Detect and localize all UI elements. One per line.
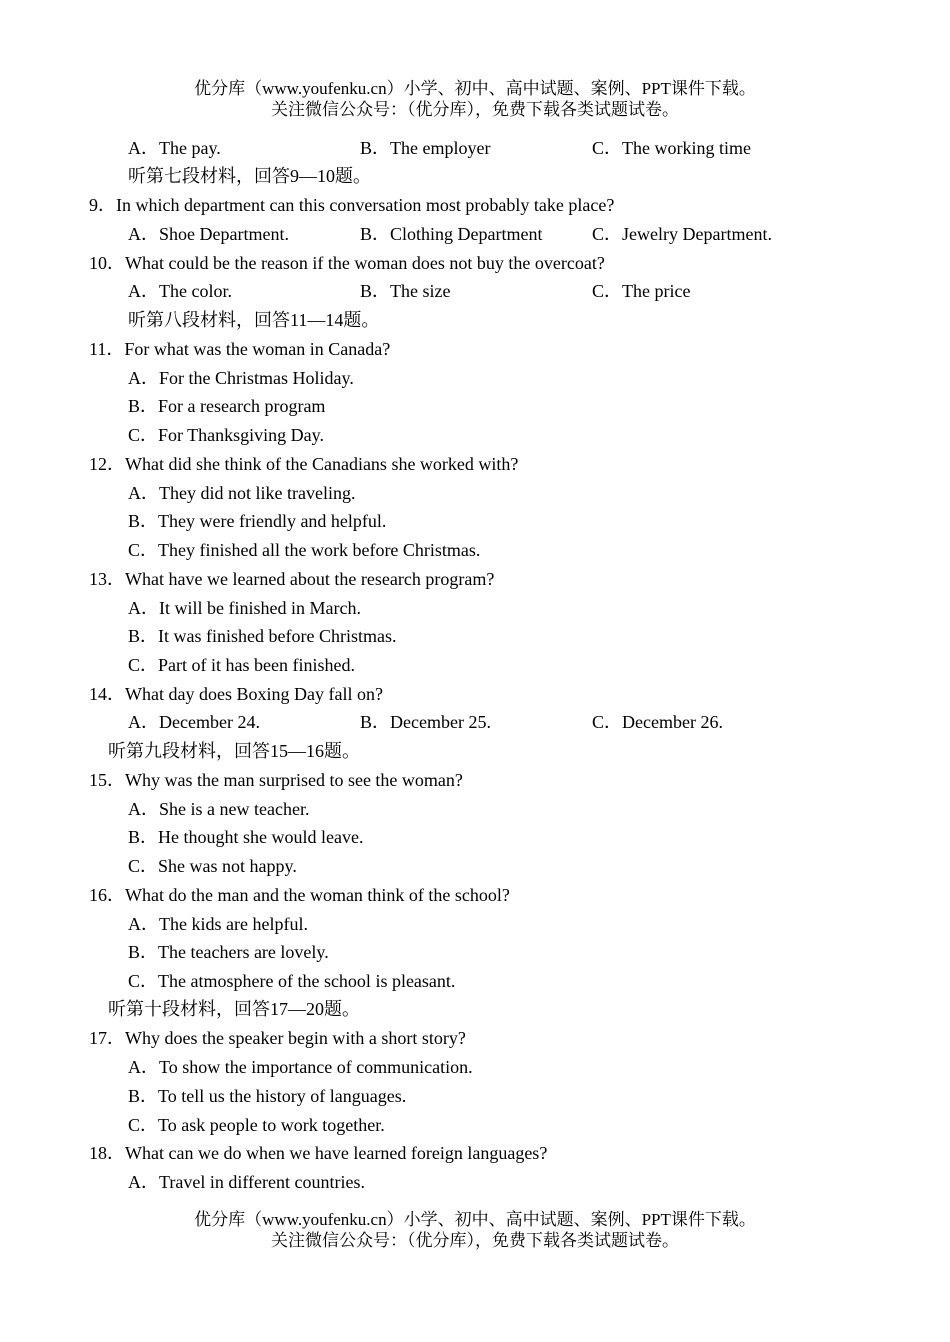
q13-stem: 13．What have we learned about the research program? (89, 569, 495, 589)
q13-option-a: A．It will be finished in March. (128, 598, 361, 618)
q11-option-c: C．For Thanksgiving Day. (128, 425, 324, 445)
q14-option-a: A．December 24. (128, 712, 260, 732)
page-footer-line-1: 优分库（www.youfenku.cn）小学、初中、高中试题、案例、PPT课件下载。 (194, 1210, 756, 1229)
q15-option-a: A．She is a new teacher. (128, 799, 310, 819)
q12-option-a: A．They did not like traveling. (128, 483, 356, 503)
q9-option-c: C．Jewelry Department. (592, 224, 772, 244)
page-footer-line-2: 关注微信公众号：（优分库），免费下载各类试题试卷。 (271, 1231, 679, 1250)
q12-stem: 12．What did she think of the Canadians she worked with? (89, 454, 519, 474)
q14-option-c: C．December 26. (592, 712, 723, 732)
q11-option-b: B．For a research program (128, 396, 326, 416)
q13-option-b: B．It was finished before Christmas. (128, 626, 397, 646)
q16-option-a: A．The kids are helpful. (128, 914, 308, 934)
q9-option-a: A．Shoe Department. (128, 224, 289, 244)
q11-stem: 11．For what was the woman in Canada? (89, 339, 391, 359)
q9-option-b: B．Clothing Department (360, 224, 543, 244)
q15-option-c: C．She was not happy. (128, 856, 297, 876)
q12-option-b: B．They were friendly and helpful. (128, 511, 387, 531)
section-9-instruction: 听第九段材料，回答15—16题。 (108, 741, 360, 761)
q11-option-a: A．For the Christmas Holiday. (128, 368, 354, 388)
q15-stem: 15．Why was the man surprised to see the woman? (89, 770, 463, 790)
section-10-instruction: 听第十段材料，回答17—20题。 (108, 999, 360, 1019)
q16-option-b: B．The teachers are lovely. (128, 942, 329, 962)
q14-stem: 14．What day does Boxing Day fall on? (89, 684, 383, 704)
q8-option-b: B．The employer (360, 138, 491, 158)
page-header-line-2: 关注微信公众号：（优分库），免费下载各类试题试卷。 (271, 100, 679, 119)
section-7-instruction: 听第七段材料，回答9—10题。 (128, 166, 371, 186)
q18-option-a: A．Travel in different countries. (128, 1172, 365, 1192)
q14-option-b: B．December 25. (360, 712, 491, 732)
q16-option-c: C．The atmosphere of the school is pleasant. (128, 971, 456, 991)
q10-option-b: B．The size (360, 281, 451, 301)
q18-stem: 18．What can we do when we have learned foreign languages? (89, 1143, 548, 1163)
q10-option-a: A．The color. (128, 281, 232, 301)
section-8-instruction: 听第八段材料，回答11—14题。 (128, 310, 380, 330)
q17-option-c: C．To ask people to work together. (128, 1115, 385, 1135)
q15-option-b: B．He thought she would leave. (128, 827, 364, 847)
q17-stem: 17．Why does the speaker begin with a short story? (89, 1028, 466, 1048)
q10-stem: 10．What could be the reason if the woman does not buy the overcoat? (89, 253, 605, 273)
q9-stem: 9．In which department can this conversation most probably take place? (89, 195, 615, 215)
page-header-line-1: 优分库（www.youfenku.cn）小学、初中、高中试题、案例、PPT课件下载。 (194, 79, 756, 98)
q10-option-c: C．The price (592, 281, 691, 301)
q16-stem: 16．What do the man and the woman think of the school? (89, 885, 510, 905)
q12-option-c: C．They finished all the work before Christmas. (128, 540, 481, 560)
q17-option-b: B．To tell us the history of languages. (128, 1086, 407, 1106)
q17-option-a: A．To show the importance of communication. (128, 1057, 473, 1077)
q13-option-c: C．Part of it has been finished. (128, 655, 355, 675)
q8-option-a: A．The pay. (128, 138, 221, 158)
q8-option-c: C．The working time (592, 138, 751, 158)
